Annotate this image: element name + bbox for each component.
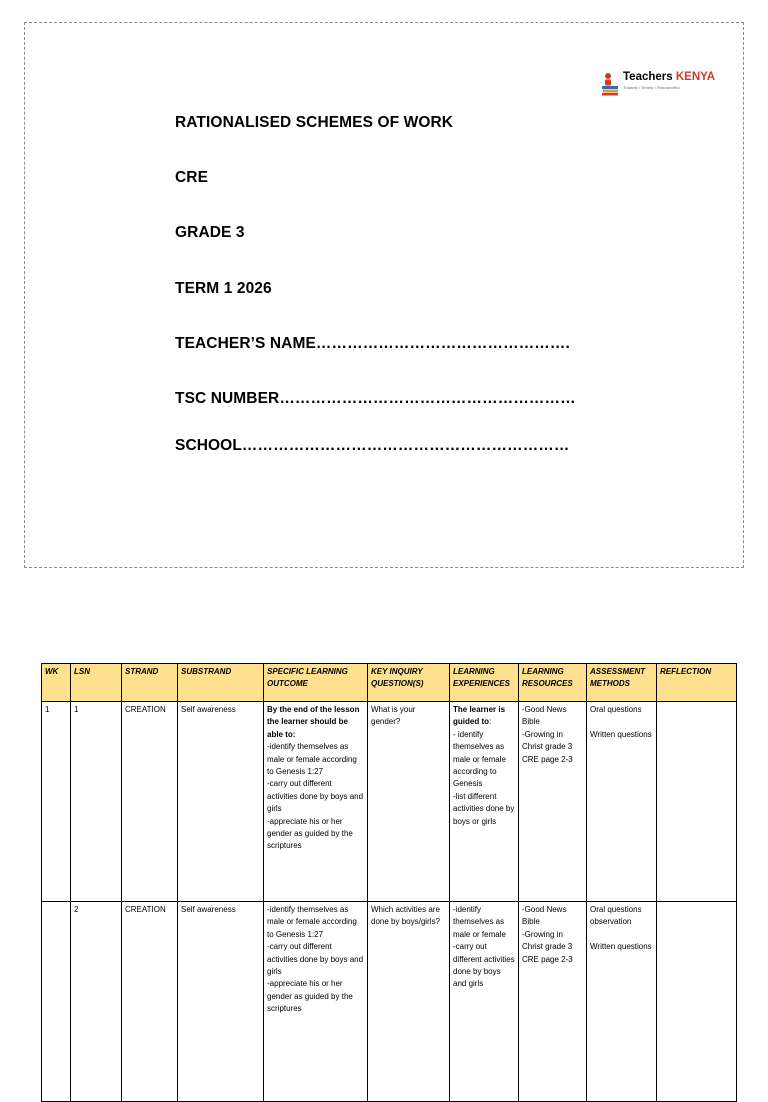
assessment-line: Written questions [590, 942, 652, 952]
header-assessment-methods: ASSESSMENT METHODS [587, 664, 657, 702]
cell-specific-learning-outcome [264, 902, 368, 1102]
cell-wk: 1 [42, 702, 71, 902]
experience-line: -list different activities done by boys or girls [453, 791, 515, 826]
schemes-of-work-table [41, 663, 737, 1102]
cell-learning-experiences [450, 902, 519, 1102]
assessment-spacer [590, 929, 653, 941]
experience-intro: The learner is guided to: [453, 705, 506, 727]
assessment-spacer [590, 716, 653, 728]
header-learning-experiences: LEARNING EXPERIENCES [450, 664, 519, 702]
outcome-line: -appreciate his or her gender as guided by the scriptures [267, 979, 353, 1014]
outcome-line: -identify themselves as male or female according to Genesis 1:27 [267, 905, 357, 939]
experience-line: -identify themselves as male or female [453, 905, 506, 939]
cell-strand: CREATION [122, 902, 178, 1102]
header-specific-learning-outcome: SPECIFIC LEARNING OUTCOME [264, 664, 368, 702]
cell-lsn: 2 [71, 902, 122, 1102]
teacher-name-line: TEACHER’S NAME…………………………………………. [175, 335, 570, 352]
cell-key-inquiry-question: What is your gender? [368, 702, 450, 902]
resource-line: -Growing in Christ grade 3 CRE page 2-3 [522, 929, 573, 964]
header-substrand: SUBSTRAND [178, 664, 264, 702]
cell-wk [42, 902, 71, 1102]
outcome-line: -carry out different activities done by boys and girls [267, 779, 364, 814]
cell-reflection [657, 902, 737, 1102]
cell-specific-learning-outcome [264, 702, 368, 902]
cell-key-inquiry-question: Which activities are done by boys/girls? [368, 902, 450, 1102]
resource-line: -Good News Bible [522, 705, 567, 727]
teacher-books-icon [601, 72, 621, 96]
cell-lsn: 1 [71, 702, 122, 902]
document-title: RATIONALISED SCHEMES OF WORK [175, 114, 454, 131]
cell-reflection [657, 702, 737, 902]
tsc-number-line: TSC NUMBER………………………………………………… [175, 390, 576, 407]
resource-line: -Growing in Christ grade 3 CRE page 2-3 [522, 729, 573, 764]
header-learning-resources: LEARNING RESOURCES [519, 664, 587, 702]
header-reflection: REFLECTION [657, 664, 737, 702]
header-strand: STRAND [122, 664, 178, 702]
header-wk: WK [42, 664, 71, 702]
cell-learning-experiences [450, 702, 519, 902]
table-header-row [42, 664, 737, 702]
header-key-inquiry-questions: KEY INQUIRY QUESTION(S) [368, 664, 450, 702]
table-row [42, 702, 737, 902]
grade-line: GRADE 3 [175, 224, 245, 241]
cell-assessment-methods [587, 702, 657, 902]
cell-substrand: Self awareness [178, 902, 264, 1102]
school-line: SCHOOL……………………………………………………… [175, 437, 570, 454]
cell-substrand: Self awareness [178, 702, 264, 902]
assessment-line: Oral questions [590, 705, 642, 714]
experience-line: -carry out different activities done by boys and girls [453, 942, 515, 989]
outcome-line: -carry out different activities done by boys and girls [267, 942, 364, 977]
cell-assessment-methods [587, 902, 657, 1102]
assessment-line: Written questions [590, 729, 652, 739]
outcome-intro: By the end of the lesson the learner should be able to: [267, 705, 360, 739]
header-lsn: LSN [71, 664, 122, 702]
term-line: TERM 1 2026 [175, 280, 272, 297]
table-row [42, 902, 737, 1102]
cell-learning-resources [519, 702, 587, 902]
outcome-line: -appreciate his or her gender as guided by the scriptures [267, 816, 353, 851]
subject-line: CRE [175, 169, 209, 186]
cell-learning-resources [519, 902, 587, 1102]
experience-line: - identify themselves as male or female according to Genesis [453, 729, 506, 789]
teachers-kenya-logo [601, 72, 715, 96]
resource-line: -Good News Bible [522, 905, 567, 927]
assessment-line: Oral questions observation [590, 905, 642, 927]
logo-tagline: Trusted • Timely • Resourceful [623, 84, 680, 90]
cell-strand: CREATION [122, 702, 178, 902]
logo-wordmark: Teachers KENYA [623, 71, 716, 83]
cover-page [24, 22, 744, 568]
outcome-line: -identify themselves as male or female according to Genesis 1:27 [267, 742, 357, 777]
